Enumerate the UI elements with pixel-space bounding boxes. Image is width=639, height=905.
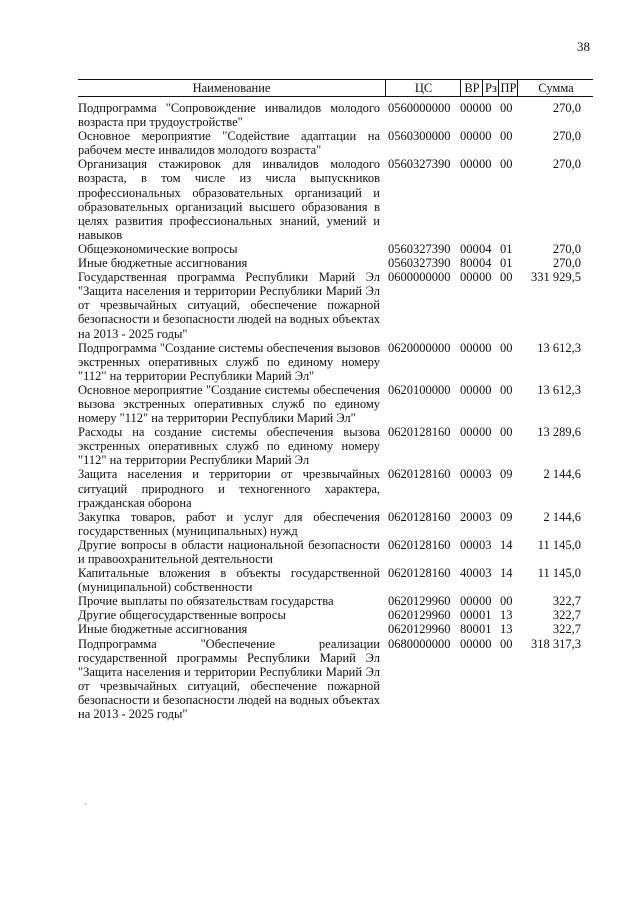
row-rz: 00: [479, 425, 492, 440]
row-cs: 0680000000: [388, 636, 451, 651]
row-cs: 0620000000: [388, 340, 451, 355]
row-sum: 318 317,3: [531, 636, 581, 651]
row-vr: 000: [460, 340, 479, 355]
row-vr: 000: [460, 594, 479, 609]
row-name: Расходы на создание системы обеспечения вызова экстренных оперативных служб по единому номеру "112" на территории Республики Марий Эл: [78, 425, 380, 468]
row-name: Прочие выплаты по обязательствам государства: [78, 594, 334, 609]
row-sum: 322,7: [552, 608, 581, 623]
row-vr: 000: [460, 636, 479, 651]
row-sum: 270,0: [552, 157, 581, 172]
table-row: [78, 566, 593, 594]
row-vr: 200: [460, 509, 479, 524]
row-sum: 11 145,0: [537, 537, 581, 552]
row-name: Защита населения и территории от чрезвычайных ситуаций природного и техногенного характера, гражданская оборона: [78, 467, 380, 510]
row-rz: 03: [479, 467, 492, 482]
row-vr: 400: [460, 566, 479, 581]
table-row: [78, 608, 593, 622]
row-pr: 00: [500, 101, 513, 115]
row-sum: 322,7: [552, 594, 581, 609]
row-cs: 0620129960: [388, 622, 451, 637]
row-sum: 13 289,6: [537, 425, 581, 440]
row-sum: 11 145,0: [537, 566, 581, 581]
page-number: 38: [577, 39, 590, 54]
row-cs: 0620100000: [388, 382, 451, 397]
header-vr: ВР: [460, 80, 483, 96]
row-cs: 0600000000: [388, 270, 451, 285]
row-rz: 00: [479, 157, 492, 172]
row-vr: 000: [460, 537, 479, 552]
row-vr: 000: [460, 157, 479, 172]
row-sum: 270,0: [552, 129, 581, 144]
header-sum: Сумма: [517, 80, 594, 96]
table-row: [78, 510, 593, 538]
row-vr: 000: [460, 608, 479, 623]
row-sum: 270,0: [552, 241, 581, 256]
row-sum: 270,0: [552, 256, 581, 271]
row-vr: 000: [460, 101, 479, 115]
row-pr: 13: [500, 622, 513, 637]
row-sum: 322,7: [552, 622, 581, 637]
row-rz: 03: [479, 509, 492, 524]
row-vr: 000: [460, 270, 479, 285]
row-name: Общеэкономические вопросы: [78, 241, 238, 256]
row-cs: 0560000000: [388, 101, 451, 115]
row-vr: 000: [460, 129, 479, 144]
row-sum: 2 144,6: [543, 467, 581, 482]
row-name: Организация стажировок для инвалидов молодого возраста, в том числе из числа выпускников профессиональных образовательных организаций и образовательных организаций высшего образования в целях развития профессиональных знаний, умений и навыков: [78, 157, 380, 242]
row-cs: 0620128160: [388, 537, 451, 552]
table-row: [78, 467, 593, 509]
row-rz: 03: [479, 566, 492, 581]
row-name: Капитальные вложения в объекты государственной (муниципальной) собственности: [78, 566, 380, 595]
row-vr: 800: [460, 622, 479, 637]
row-name: Иные бюджетные ассигнования: [78, 256, 248, 271]
row-cs: 0560327390: [388, 256, 451, 271]
scan-speck: ·: [84, 800, 87, 809]
row-pr: 09: [500, 509, 513, 524]
row-sum: 2 144,6: [543, 509, 581, 524]
row-rz: 00: [479, 129, 492, 144]
row-sum: 13 612,3: [537, 340, 581, 355]
row-cs: 0560327390: [388, 157, 451, 172]
row-name: Государственная программа Республики Марий Эл "Защита населения и территории Республики Марий Эл от чрезвычайных ситуаций, обеспечение пожарной безопасности и безопасности людей на водных объектах на 2013 - 2025 годы": [78, 270, 380, 341]
row-pr: 00: [500, 425, 513, 440]
row-sum: 331 929,5: [531, 270, 581, 285]
row-cs: 0560300000: [388, 129, 451, 144]
table-row: [78, 538, 593, 566]
header-name: Наименование: [192, 81, 271, 95]
row-pr: 00: [500, 594, 513, 609]
row-pr: 01: [500, 256, 513, 271]
row-cs: 0620128160: [388, 425, 451, 440]
row-pr: 00: [500, 636, 513, 651]
row-pr: 14: [500, 537, 513, 552]
row-rz: 01: [479, 622, 492, 637]
row-pr: 01: [500, 241, 513, 256]
row-name: Основное мероприятие "Создание системы обеспечения вызова экстренных оперативных служб по единому номеру "112" на территории Республики Марий Эл": [78, 382, 380, 426]
row-cs: 0560327390: [388, 241, 451, 256]
row-rz: 01: [479, 608, 492, 623]
row-vr: 000: [460, 382, 479, 397]
row-pr: 00: [500, 340, 513, 355]
row-rz: 00: [479, 382, 492, 397]
row-rz: 04: [479, 256, 492, 271]
table-row: [78, 157, 593, 242]
row-rz: 00: [479, 270, 492, 285]
row-pr: 00: [500, 157, 513, 172]
budget-table: [78, 101, 593, 721]
table-row: [78, 637, 593, 722]
row-name: Подпрограмма "Создание системы обеспечения вызовов экстренных оперативных служб по единому номеру "112" на территории Республики Марий Эл": [78, 340, 380, 383]
table-row: [78, 242, 593, 256]
row-rz: 00: [479, 340, 492, 355]
row-cs: 0620129960: [388, 594, 451, 609]
header-cs: ЦС: [385, 80, 461, 96]
table-row: [78, 129, 593, 157]
row-rz: 04: [479, 241, 492, 256]
row-name: Закупка товаров, работ и услуг для обеспечения государственных (муниципальных) нужд: [78, 509, 380, 538]
row-vr: 800: [460, 256, 479, 271]
row-vr: 000: [460, 241, 479, 256]
row-name: Другие вопросы в области национальной безопасности и правоохранительной деятельности: [78, 537, 380, 566]
table-row: [78, 622, 593, 636]
table-row: [78, 594, 593, 608]
row-name: Основное мероприятие "Содействие адаптации на рабочем месте инвалидов молодого возраста": [78, 129, 380, 158]
row-name: Подпрограмма "Обеспечение реализации государственной программы Республики Марий Эл "Защита населения и территории Республики Марий Эл от чрезвычайных ситуаций, обеспечение пожарной безопасности и безопасности людей на водных объектах на 2013 - 2025 годы": [78, 636, 380, 722]
row-cs: 0620128160: [388, 467, 451, 482]
row-pr: 14: [500, 566, 513, 581]
row-pr: 09: [500, 467, 513, 482]
header-rz: Рз: [482, 80, 499, 96]
row-rz: 00: [479, 101, 492, 115]
row-pr: 00: [500, 270, 513, 285]
header-pr: ПР: [498, 80, 518, 96]
row-name: Подпрограмма "Сопровождение инвалидов молодого возраста при трудоустройстве": [78, 101, 380, 130]
row-pr: 13: [500, 608, 513, 623]
row-pr: 00: [500, 382, 513, 397]
table-row: [78, 270, 593, 340]
row-pr: 00: [500, 129, 513, 144]
table-row: [78, 256, 593, 270]
table-row: [78, 425, 593, 467]
row-vr: 000: [460, 467, 479, 482]
row-name: Другие общегосударственные вопросы: [78, 608, 286, 623]
row-sum: 13 612,3: [537, 382, 581, 397]
row-rz: 03: [479, 537, 492, 552]
table-row: [78, 341, 593, 383]
row-sum: 270,0: [552, 101, 581, 115]
row-rz: 00: [479, 594, 492, 609]
table-row: [78, 383, 593, 425]
row-name: Иные бюджетные ассигнования: [78, 622, 248, 637]
row-cs: 0620128160: [388, 509, 451, 524]
table-header: [78, 79, 593, 97]
row-cs: 0620129960: [388, 608, 451, 623]
row-rz: 00: [479, 636, 492, 651]
row-cs: 0620128160: [388, 566, 451, 581]
row-vr: 000: [460, 425, 479, 440]
table-row: [78, 101, 593, 129]
